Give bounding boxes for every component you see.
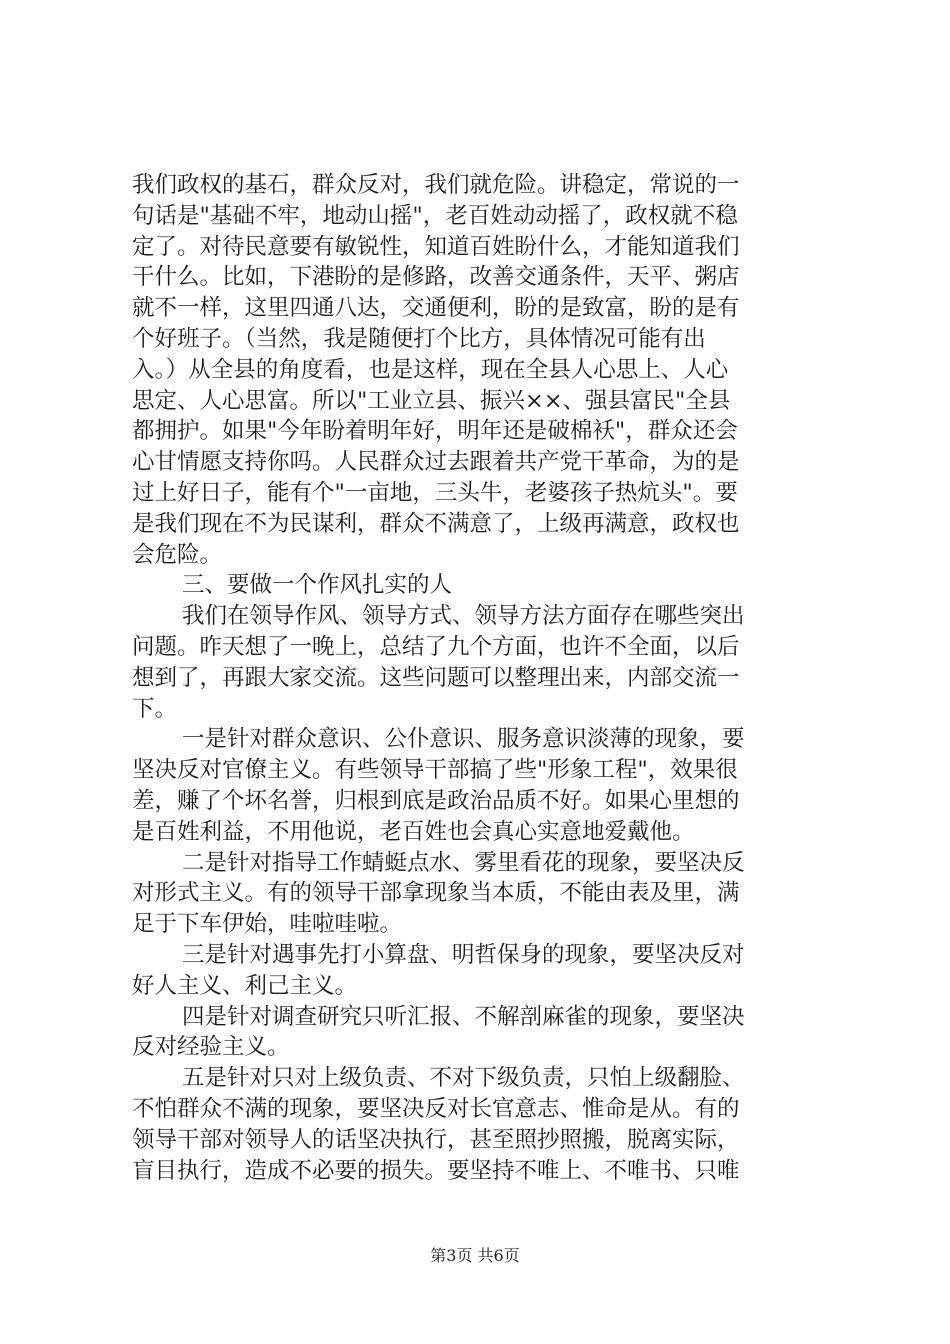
text-line: 对形式主义。有的领导干部拿现象当本质，不能由表及里，满 bbox=[132, 880, 740, 907]
page-number-footer: 第3页 共6页 bbox=[430, 1246, 520, 1265]
text-line: 三是针对遇事先打小算盘、明哲保身的现象，要坚决反对 bbox=[182, 941, 745, 968]
text-line: 足于下车伊始，哇啦哇啦。 bbox=[132, 911, 403, 938]
text-line: 二是针对指导工作蜻蜓点水、雾里看花的现象，要坚决反 bbox=[182, 849, 745, 876]
text-line: 下。 bbox=[132, 695, 178, 722]
text-line: 干什么。比如，下港盼的是修路，改善交通条件，天平、粥店 bbox=[132, 264, 740, 291]
text-line: 差，赚了个坏名誉，归根到底是政治品质不好。如果心里想的 bbox=[132, 787, 740, 814]
text-line: 四是针对调查研究只听汇报、不解剖麻雀的现象，要坚决 bbox=[182, 1003, 745, 1030]
text-line: 句话是"基础不牢，地动山摇"，老百姓动动摇了，政权就不稳 bbox=[132, 202, 738, 229]
text-line: 反对经验主义。 bbox=[132, 1034, 290, 1061]
text-line: 是百姓利益，不用他说，老百姓也会真心实意地爱戴他。 bbox=[132, 818, 695, 845]
text-line: 我们政权的基石，群众反对，我们就危险。讲稳定，常说的一 bbox=[132, 172, 740, 198]
text-line: 盲目执行，造成不必要的损失。要坚持不唯上、不唯书、只唯 bbox=[132, 1157, 740, 1184]
text-line: 想到了，再跟大家交流。这些问题可以整理出来，内部交流一 bbox=[132, 664, 740, 691]
text-line: 领导干部对领导人的话坚决执行，甚至照抄照搬，脱离实际， bbox=[132, 1126, 740, 1153]
text-line: 都拥护。如果"今年盼着明年好，明年还是破棉袄"，群众还会 bbox=[132, 418, 738, 445]
text-line: 过上好日子，能有个"一亩地，三头牛，老婆孩子热炕头"。要 bbox=[132, 479, 738, 506]
text-line: 好人主义、利己主义。 bbox=[132, 972, 358, 999]
text-line: 不怕群众不满的现象，要坚决反对长官意志、惟命是从。有的 bbox=[132, 1095, 740, 1122]
text-line: 思定、人心思富。所以"工业立县、振兴××、强县富民"全县 bbox=[132, 387, 731, 414]
text-line: 就不一样，这里四通八达，交通便利，盼的是致富，盼的是有 bbox=[132, 295, 740, 322]
text-line: 会危险。 bbox=[132, 541, 223, 568]
text-line: 心甘情愿支持你吗。人民群众过去跟着共产党干革命，为的是 bbox=[132, 449, 740, 476]
text-line: 是我们现在不为民谋利，群众不满意了，上级再满意，政权也 bbox=[132, 510, 740, 537]
text-line: 入。）从全县的角度看，也是这样，现在全县人心思上、人心 bbox=[132, 356, 729, 383]
section-heading: 三、要做一个作风扎实的人 bbox=[182, 572, 453, 599]
text-line: 我们在领导作风、领导方式、领导方法方面存在哪些突出 bbox=[182, 603, 745, 630]
text-line: 坚决反对官僚主义。有些领导干部搞了些"形象工程"，效果很 bbox=[132, 757, 738, 784]
text-line: 一是针对群众意识、公仆意识、服务意识淡薄的现象，要 bbox=[182, 726, 745, 753]
text-line: 定了。对待民意要有敏锐性，知道百姓盼什么，才能知道我们 bbox=[132, 233, 740, 260]
document-body bbox=[132, 170, 832, 1186]
text-line: 五是针对只对上级负责、不对下级负责，只怕上级翻脸、 bbox=[182, 1065, 745, 1092]
text-line: 问题。昨天想了一晚上，总结了九个方面，也许不全面，以后 bbox=[132, 633, 740, 660]
text-line: 个好班子。（当然，我是随便打个比方，具体情况可能有出 bbox=[132, 325, 706, 352]
